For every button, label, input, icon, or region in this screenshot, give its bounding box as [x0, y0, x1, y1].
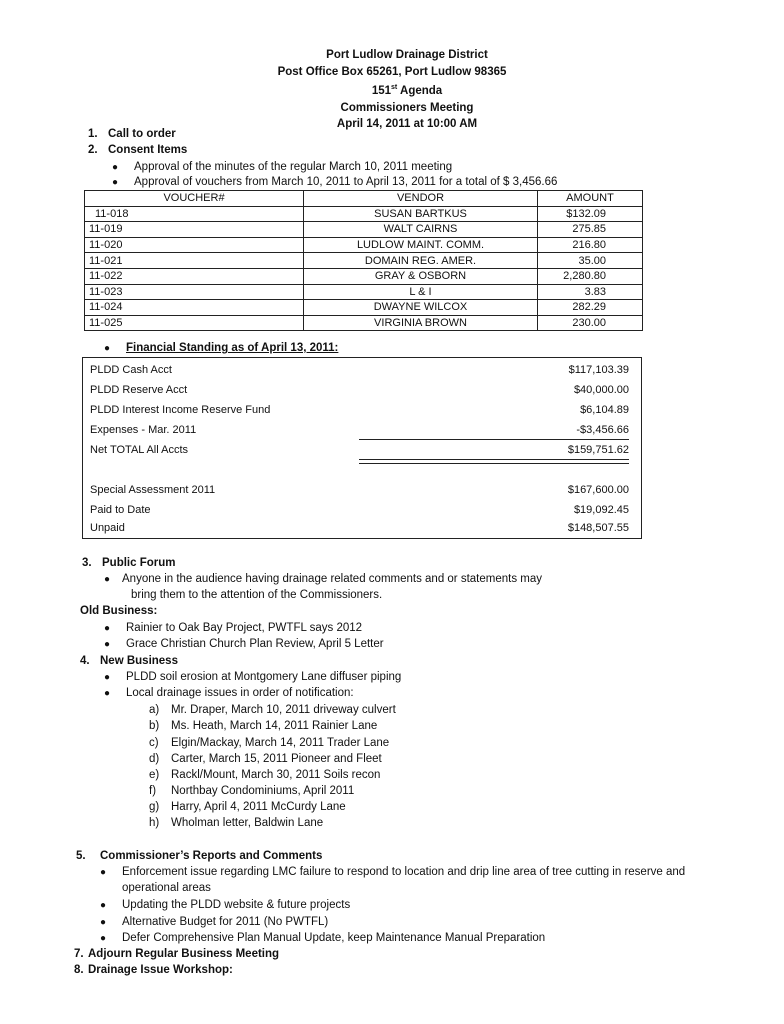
amount: 275.85: [538, 222, 643, 238]
bullet-icon: ●: [104, 639, 111, 650]
assessment-value: $167,600.00: [567, 484, 629, 496]
voucher-number: 11-022: [85, 268, 304, 284]
finance-label: PLDD Cash Acct: [90, 364, 172, 376]
vendor: SUSAN BARTKUS: [304, 206, 538, 222]
bullet-icon: ●: [100, 900, 107, 911]
table-row: [85, 222, 643, 238]
meeting-title: Commissioners Meeting: [340, 101, 474, 114]
table-header-row: [85, 191, 643, 207]
amount: 282.29: [538, 300, 643, 316]
finance-value: $117,103.39: [568, 364, 629, 376]
voucher-number: 11-025: [85, 315, 304, 331]
commissioner-bullet: ● Alternative Budget for 2011 (No PWTFL): [100, 916, 329, 928]
amount: 216.80: [538, 237, 643, 253]
commissioner-bullet: ● Updating the PLDD website & future projects: [100, 899, 351, 911]
old-business-bullet: ● Rainier to Oak Bay Project, PWTFL says 2012: [104, 622, 363, 634]
voucher-number: 11-023: [85, 284, 304, 300]
drainage-issue-item: g) Harry, April 4, 2011 McCurdy Lane: [149, 801, 346, 813]
col-header-vendor: VENDOR: [304, 191, 538, 207]
new-business-bullet: ● Local drainage issues in order of notification:: [104, 687, 354, 699]
item-call-to-order: 1. Call to order: [88, 128, 176, 140]
financial-standing-title: ● Financial Standing as of April 13, 2011:: [104, 342, 339, 354]
item-workshop: 8. Drainage Issue Workshop:: [74, 964, 233, 976]
finance-label: Net TOTAL All Accts: [90, 444, 189, 456]
consent-bullet-minutes: ● Approval of the minutes of the regular March 10, 2011 meeting: [112, 161, 453, 173]
drainage-issue-item: c) Elgin/Mackay, March 14, 2011 Trader Lane: [149, 737, 390, 749]
vendor: GRAY & OSBORN: [304, 268, 538, 284]
amount: $132.09: [538, 206, 643, 222]
col-header-voucher: VOUCHER#: [85, 191, 304, 207]
financial-standing-box: [82, 357, 642, 539]
finance-value: -$3,456.66: [576, 424, 629, 436]
finance-label: Expenses - Mar. 2011: [90, 424, 197, 436]
finance-label: PLDD Interest Income Reserve Fund: [90, 404, 271, 416]
item-public-forum: 3. Public Forum: [82, 557, 176, 569]
drainage-issue-item: a) Mr. Draper, March 10, 2011 driveway culvert: [149, 704, 396, 716]
commissioner-bullet-cont: operational areas: [122, 882, 211, 894]
document-header: [0, 47, 784, 133]
finance-label: PLDD Reserve Acct: [90, 384, 188, 396]
assessment-label: Paid to Date: [90, 504, 151, 516]
table-row: [85, 300, 643, 316]
bullet-icon: ●: [112, 162, 119, 173]
old-business-bullet: ● Grace Christian Church Plan Review, April 5 Letter: [104, 638, 384, 650]
table-row: [85, 284, 643, 300]
assessment-label: Special Assessment 2011: [90, 484, 216, 496]
finance-row: [90, 404, 629, 420]
voucher-number: 11-018: [85, 206, 304, 222]
bullet-icon: ●: [112, 177, 119, 188]
finance-row-total: [90, 444, 629, 460]
amount: 3.83: [538, 284, 643, 300]
meeting-date: April 14, 2011 at 10:00 AM: [336, 118, 478, 130]
assessment-row: [90, 504, 629, 520]
vendor: L & I: [304, 284, 538, 300]
voucher-number: 11-019: [85, 222, 304, 238]
vendor: DOMAIN REG. AMER.: [304, 253, 538, 269]
assessment-row: [90, 522, 629, 538]
vendor: LUDLOW MAINT. COMM.: [304, 237, 538, 253]
table-row: [85, 268, 643, 284]
finance-row: [90, 384, 629, 400]
consent-bullet-vouchers: ● Approval of vouchers from March 10, 2011 to April 13, 2011 for a total of $ 3,456.66: [112, 176, 558, 188]
voucher-number: 11-021: [85, 253, 304, 269]
amount: 230.00: [538, 315, 643, 331]
table-row: [85, 206, 643, 222]
item-new-business: 4. New Business: [80, 655, 178, 667]
vendor: DWAYNE WILCOX: [304, 300, 538, 316]
drainage-issue-item: b) Ms. Heath, March 14, 2011 Rainier Lane: [149, 720, 378, 732]
new-business-bullet: ● PLDD soil erosion at Montgomery Lane diffuser piping: [104, 671, 402, 683]
voucher-number: 11-020: [85, 237, 304, 253]
bullet-icon: ●: [104, 672, 111, 683]
finance-row: [90, 364, 629, 380]
drainage-issue-item: f) Northbay Condominiums, April 2011: [149, 785, 355, 797]
vendor: VIRGINIA BROWN: [304, 315, 538, 331]
bullet-icon: ●: [104, 343, 111, 354]
finance-value: $6,104.89: [580, 404, 629, 416]
drainage-issue-item: e) Rackl/Mount, March 30, 2011 Soils recon: [149, 769, 381, 781]
bullet-icon: ●: [100, 867, 107, 878]
vendor: WALT CAIRNS: [304, 222, 538, 238]
item-commissioner-reports: 5. Commissioner’s Reports and Comments: [76, 850, 323, 862]
item-adjourn: 7. Adjourn Regular Business Meeting: [74, 948, 280, 960]
drainage-issue-item: h) Wholman letter, Baldwin Lane: [149, 817, 324, 829]
commissioner-bullet: ● Enforcement issue regarding LMC failure to respond to location and drip line area of tree cutting in reserve and: [100, 866, 686, 878]
subtotal-rule: [359, 439, 629, 440]
drainage-issue-item: d) Carter, March 15, 2011 Pioneer and Fleet: [149, 753, 382, 765]
org-name: Port Ludlow Drainage District: [326, 49, 488, 61]
voucher-number: 11-024: [85, 300, 304, 316]
bullet-icon: ●: [104, 688, 111, 699]
assessment-value: $19,092.45: [573, 504, 629, 516]
agenda-number: 151st Agenda: [371, 84, 443, 97]
old-business-title: Old Business:: [80, 605, 158, 617]
commissioner-bullet: ● Defer Comprehensive Plan Manual Update, keep Maintenance Manual Preparation: [100, 932, 546, 944]
finance-value: $40,000.00: [573, 384, 629, 396]
table-row: [85, 315, 643, 331]
assessment-value: $148,507.55: [567, 522, 629, 534]
table-row: [85, 237, 643, 253]
public-forum-bullet: ● Anyone in the audience having drainage related comments and or statements may: [104, 573, 543, 585]
amount: 2,280.80: [538, 268, 643, 284]
bullet-icon: ●: [100, 933, 107, 944]
bullet-icon: ●: [104, 574, 111, 585]
bullet-icon: ●: [104, 623, 111, 634]
org-address: Post Office Box 65261, Port Ludlow 98365: [277, 65, 507, 78]
table-row: [85, 253, 643, 269]
amount: 35.00: [538, 253, 643, 269]
public-forum-bullet-cont: bring them to the attention of the Commissioners.: [131, 589, 383, 601]
finance-row: [90, 424, 629, 440]
assessment-row: [90, 484, 629, 500]
assessment-label: Unpaid: [90, 522, 125, 534]
total-double-rule: [359, 459, 629, 464]
item-consent: 2. Consent Items: [88, 144, 188, 156]
bullet-icon: ●: [100, 917, 107, 928]
finance-value: $159,751.62: [567, 444, 629, 456]
col-header-amount: AMOUNT: [538, 191, 643, 207]
vouchers-table: [84, 190, 643, 331]
